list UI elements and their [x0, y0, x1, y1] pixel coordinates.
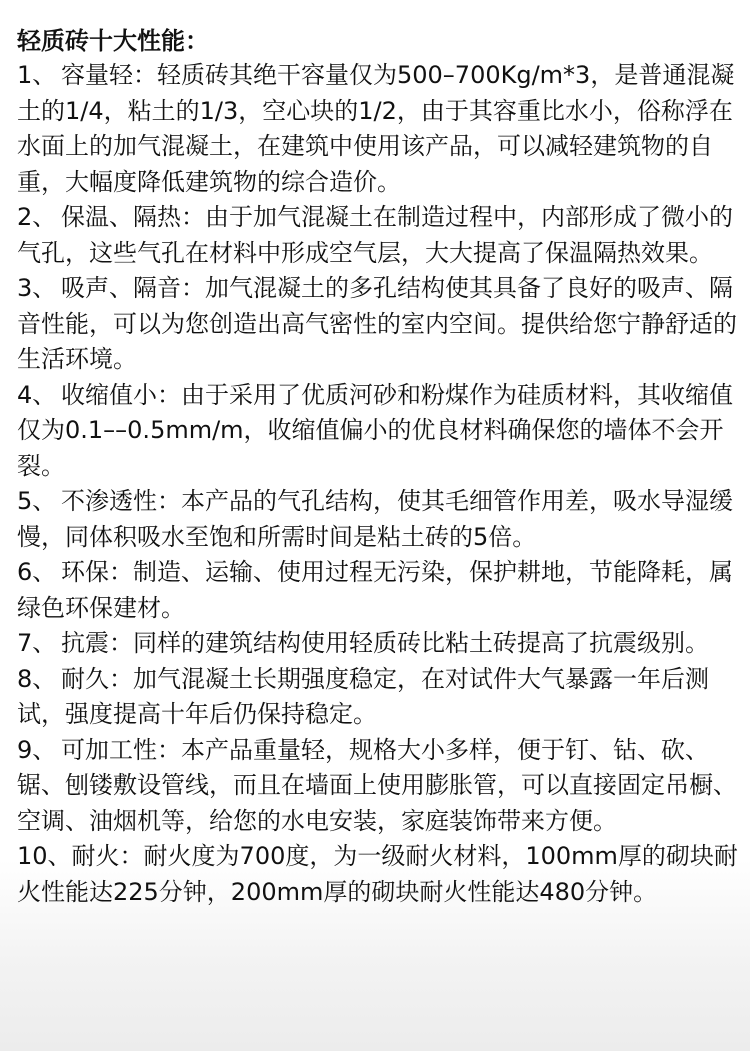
list-item: [17, 58, 739, 200]
item-number: 9、: [17, 735, 57, 764]
list-item: [17, 200, 739, 271]
item-text: 抗震：同样的建筑结构使用轻质砖比粘土砖提高了抗震级别。: [61, 629, 709, 657]
item-text: 容量轻：轻质砖其绝干容量仅为500–700Kg/m*3，是普通混凝土的1/4，粘土的1/3，空心块的1/2，由于其容重比水小，俗称浮在水面上的加气混凝土，在建筑中使用该产品，可以减轻建筑物的自重，大幅度降低建筑物的综合造价。: [17, 61, 735, 196]
item-text: 耐火：耐火度为700度，为一级耐火材料，100mm厚的砌块耐火性能达225分钟，200mm厚的砌块耐火性能达480分钟。: [17, 842, 738, 906]
list-item: [17, 378, 739, 485]
item-number: 4、: [17, 380, 57, 409]
list-item: [17, 733, 739, 840]
item-text: 收缩值小：由于采用了优质河砂和粉煤作为硅质材料，其收缩值仅为0.1––0.5mm/m，收缩值偏小的优良材料确保您的墙体不会开裂。: [17, 380, 733, 480]
item-number: 1、: [17, 61, 57, 89]
list-item: [17, 484, 739, 555]
item-number: 8、: [17, 664, 57, 693]
item-text: 保温、隔热：由于加气混凝土在制造过程中，内部形成了微小的气孔，这些气孔在材料中形成空气层，大大提高了保温隔热效果。: [17, 203, 733, 267]
item-number: 10、: [17, 842, 72, 870]
list-item: [17, 555, 739, 626]
list-item: [17, 271, 739, 378]
item-text: 耐久：加气混凝土长期强度稳定，在对试件大气暴露一年后测试，强度提高十年后仍保持稳定。: [17, 664, 709, 728]
list-item: [17, 839, 739, 910]
item-text: 环保：制造、运输、使用过程无污染，保护耕地，节能降耗，属绿色环保建材。: [17, 558, 733, 622]
list-item: [17, 662, 739, 733]
item-number: 7、: [17, 629, 57, 657]
item-number: 6、: [17, 558, 57, 586]
item-text: 吸声、隔音：加气混凝土的多孔结构使其具备了良好的吸声、隔音性能，可以为您创造出高气密性的室内空间。提供给您宁静舒适的生活环境。: [17, 274, 737, 373]
item-number: 2、: [17, 203, 57, 231]
item-text: 不渗透性：本产品的气孔结构，使其毛细管作用差，吸水导湿缓慢，同体积吸水至饱和所需时间是粘土砖的5倍。: [17, 487, 733, 551]
performance-list: [17, 58, 739, 910]
item-number: 3、: [17, 274, 57, 302]
document-title: 轻质砖十大性能：: [17, 27, 209, 55]
item-text: 可加工性：本产品重量轻，规格大小多样，便于钉、钻、砍、锯、刨镂敷设管线，而且在墙面上使用膨胀管，可以直接固定吊橱、空调、油烟机等，给您的水电安装，家庭装饰带来方便。: [17, 735, 737, 835]
item-number: 5、: [17, 487, 57, 515]
list-item: [17, 626, 739, 662]
